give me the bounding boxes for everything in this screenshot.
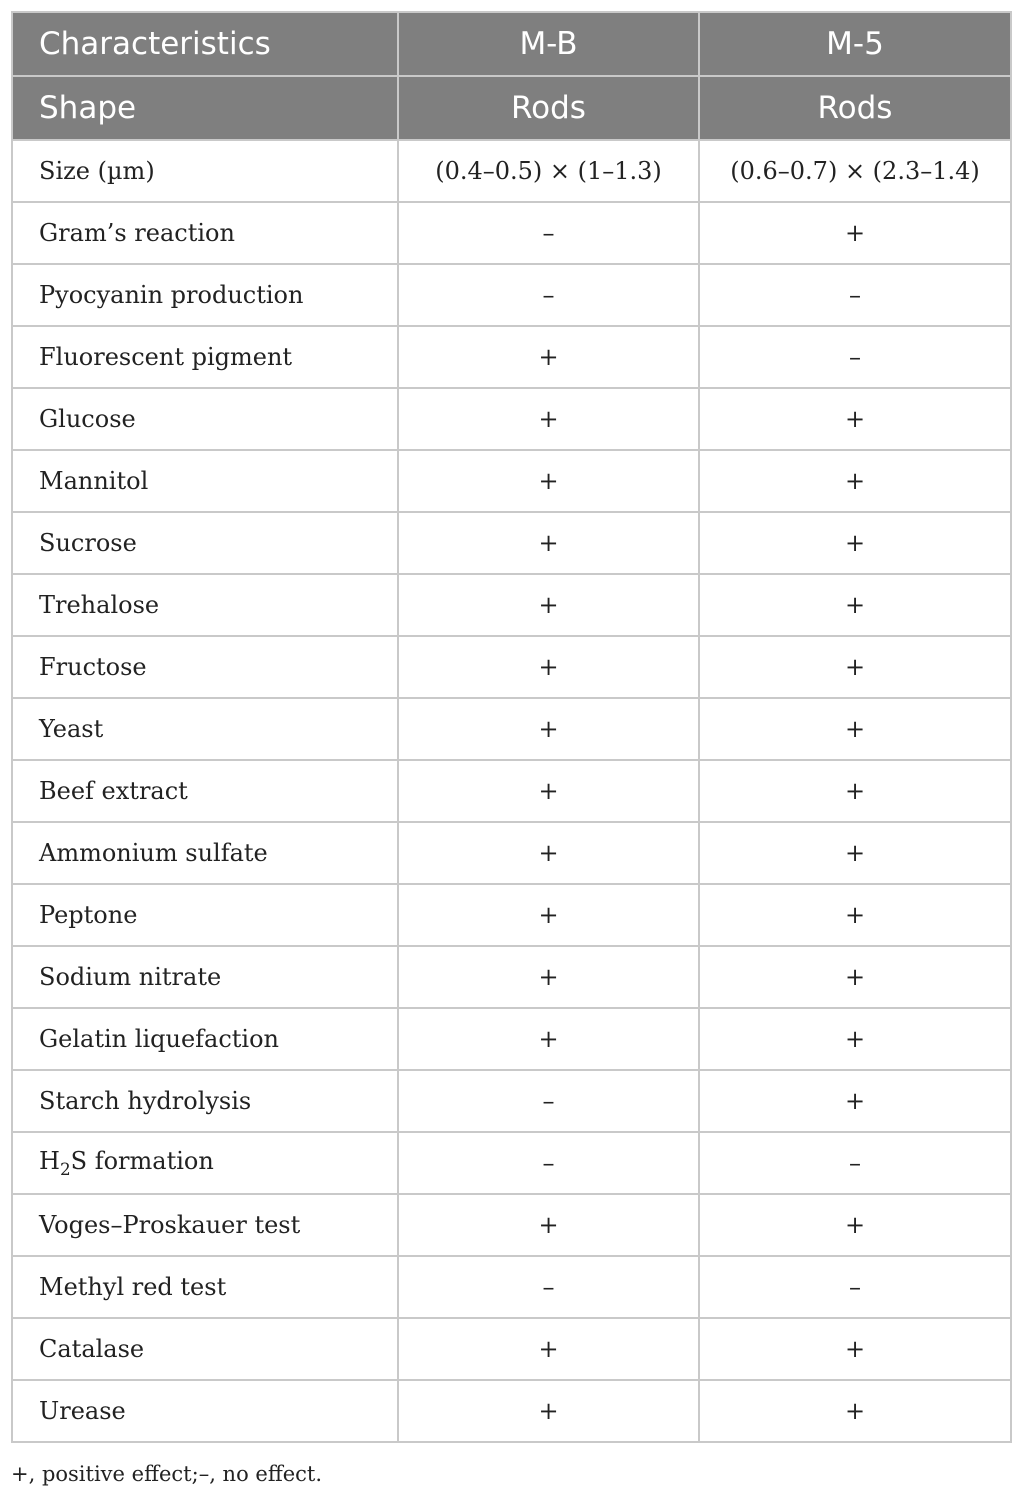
table-row: [12, 450, 1011, 512]
shape-m-b: Rods: [398, 76, 699, 140]
table-row: [12, 1070, 1011, 1132]
cell-m-b: +: [398, 946, 699, 1008]
cell-m-b: +: [398, 698, 699, 760]
cell-m-5: +: [699, 1318, 1011, 1380]
row-label: Fluorescent pigment: [12, 326, 398, 388]
row-label: Beef extract: [12, 760, 398, 822]
row-label: Starch hydrolysis: [12, 1070, 398, 1132]
row-label: Sodium nitrate: [12, 946, 398, 1008]
row-label: Yeast: [12, 698, 398, 760]
cell-m-b: +: [398, 326, 699, 388]
row-label: Gram’s reaction: [12, 202, 398, 264]
table-row: [12, 574, 1011, 636]
cell-m-5: +: [699, 1380, 1011, 1442]
shape-label: Shape: [12, 76, 398, 140]
table-row: [12, 264, 1011, 326]
table-row: [12, 636, 1011, 698]
cell-m-5: +: [699, 636, 1011, 698]
cell-m-b: +: [398, 1318, 699, 1380]
table-row: [12, 326, 1011, 388]
table-row: [12, 1008, 1011, 1070]
row-label: Peptone: [12, 884, 398, 946]
cell-m-5: +: [699, 822, 1011, 884]
cell-m-b: +: [398, 1008, 699, 1070]
row-label: Size (µm): [12, 140, 398, 202]
table-footnote: +, positive effect;–, no effect.: [11, 1462, 323, 1486]
cell-m-b: +: [398, 1194, 699, 1256]
cell-m-5: +: [699, 574, 1011, 636]
row-label: Sucrose: [12, 512, 398, 574]
cell-m-b: +: [398, 450, 699, 512]
cell-m-b: +: [398, 760, 699, 822]
cell-m-5: –: [699, 326, 1011, 388]
cell-m-5: +: [699, 698, 1011, 760]
cell-m-5: –: [699, 1132, 1011, 1194]
row-label: Ammonium sulfate: [12, 822, 398, 884]
cell-m-5: +: [699, 760, 1011, 822]
shape-m-5: Rods: [699, 76, 1011, 140]
cell-m-5: –: [699, 264, 1011, 326]
table-row: [12, 512, 1011, 574]
cell-m-b: +: [398, 1380, 699, 1442]
header-m-b: M-B: [398, 12, 699, 76]
cell-m-5: +: [699, 450, 1011, 512]
cell-m-5: +: [699, 1194, 1011, 1256]
cell-m-b: +: [398, 636, 699, 698]
cell-m-5: +: [699, 388, 1011, 450]
cell-m-b: –: [398, 1070, 699, 1132]
cell-m-5: +: [699, 512, 1011, 574]
row-label: Methyl red test: [12, 1256, 398, 1318]
row-label: Fructose: [12, 636, 398, 698]
table-row: [12, 884, 1011, 946]
row-label: Pyocyanin production: [12, 264, 398, 326]
table-row: [12, 1380, 1011, 1442]
cell-m-5: –: [699, 1256, 1011, 1318]
cell-m-b: +: [398, 822, 699, 884]
cell-m-b: –: [398, 1256, 699, 1318]
cell-m-5: +: [699, 884, 1011, 946]
row-label: Glucose: [12, 388, 398, 450]
cell-m-5: +: [699, 946, 1011, 1008]
row-label: Mannitol: [12, 450, 398, 512]
cell-m-b: (0.4–0.5) × (1–1.3): [398, 140, 699, 202]
table-row: [12, 140, 1011, 202]
cell-m-b: –: [398, 1132, 699, 1194]
row-label: Trehalose: [12, 574, 398, 636]
table-row: [12, 1132, 1011, 1194]
row-label-prefix: H: [39, 1147, 60, 1176]
cell-m-5: (0.6–0.7) × (2.3–1.4): [699, 140, 1011, 202]
row-label: Urease: [12, 1380, 398, 1442]
cell-m-5: +: [699, 202, 1011, 264]
cell-m-b: –: [398, 202, 699, 264]
characteristics-table: [11, 11, 1012, 1443]
table-row: [12, 822, 1011, 884]
table-row: [12, 760, 1011, 822]
cell-m-b: –: [398, 264, 699, 326]
cell-m-b: +: [398, 512, 699, 574]
header-characteristics: Characteristics: [12, 12, 398, 76]
cell-m-5: +: [699, 1008, 1011, 1070]
row-label: Gelatin liquefaction: [12, 1008, 398, 1070]
cell-m-5: +: [699, 1070, 1011, 1132]
shape-row: [12, 76, 1011, 140]
cell-m-b: +: [398, 574, 699, 636]
row-label: Voges–Proskauer test: [12, 1194, 398, 1256]
row-label: [12, 1132, 398, 1194]
table-row: [12, 388, 1011, 450]
cell-m-b: +: [398, 388, 699, 450]
row-label: Catalase: [12, 1318, 398, 1380]
header-row: [12, 12, 1011, 76]
row-label-subscript: 2: [59, 1158, 71, 1179]
table-row: [12, 946, 1011, 1008]
cell-m-b: +: [398, 884, 699, 946]
table-row: [12, 698, 1011, 760]
row-label-suffix: S formation: [70, 1147, 214, 1176]
table-row: [12, 1256, 1011, 1318]
table-row: [12, 1318, 1011, 1380]
table-row: [12, 1194, 1011, 1256]
header-m-5: M-5: [699, 12, 1011, 76]
table-row: [12, 202, 1011, 264]
